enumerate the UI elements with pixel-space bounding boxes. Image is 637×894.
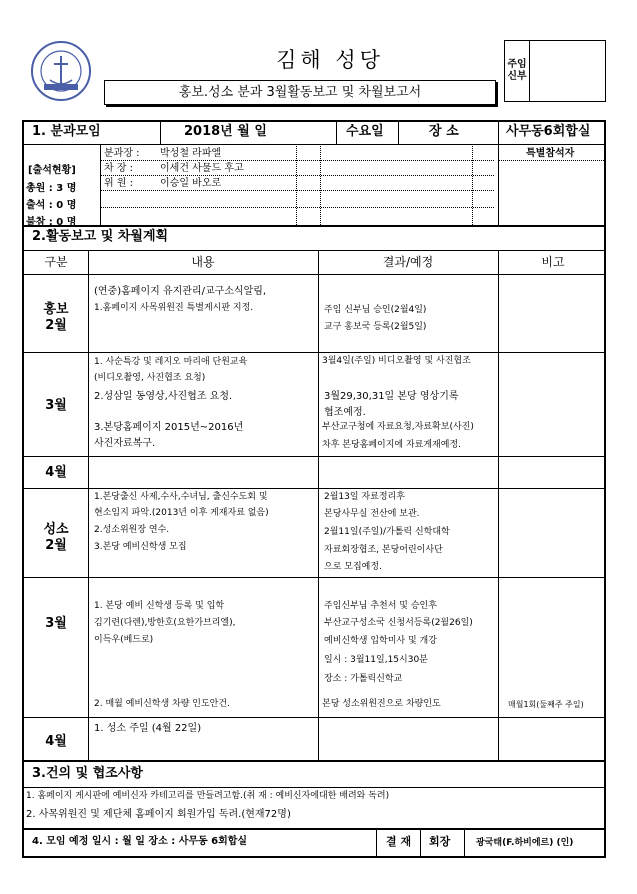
row-month-vocation-apr: 4월 [45, 734, 67, 749]
row-content-line: 현소임지 파악.(2013년 이후 게재자료 없음) [94, 508, 269, 518]
row-result-line: 자료회장협조, 본당어린이사단 [324, 545, 443, 555]
row-content-line: (비디오촬영, 사진협조 요청) [94, 373, 206, 383]
name-member: 이승일 바오로 [160, 178, 222, 189]
row-result-line: 협조예정. [324, 407, 366, 418]
row-result-line: 본당 성소위원진으로 차량인도 [322, 699, 441, 709]
attendance-present: 출석 : 0 명 [26, 200, 77, 211]
row-result-line: 부산교구성소국 신청서등록(2월26일) [324, 618, 473, 628]
pastor-sign-label: 주임 신부 [505, 41, 530, 101]
row-content-line: 이득우(베드로) [94, 635, 154, 645]
row-result-line: 주임 신부님 승인(2월4일) [324, 305, 427, 315]
row-result-line: 2월13일 자료정리후 [324, 492, 405, 502]
row-result-line: 3월4일(주일) 비디오촬영 및 사진협조 [322, 356, 471, 366]
row-content-line: 사진자료복구. [94, 438, 156, 449]
row-result-line: 차후 본당홈페이지에 자료게재예정. [322, 440, 461, 450]
row-result-line: 으로 모집예정. [324, 562, 382, 572]
meeting-place-label: 장 소 [429, 124, 459, 139]
row-result-line: 주임신부님 추천서 및 승인후 [324, 601, 437, 611]
attendance-absent: 불참 : 0 명 [26, 217, 77, 228]
row-result-line: 예비신학생 입학미사 및 개강 [324, 636, 437, 646]
col-result: 결과/예정 [382, 255, 434, 269]
suggestion-item: 1. 홈페이지 게시판에 예비신자 카테고리를 만들려고함.(취 재 : 예비신자에대한 배려와 독려) [26, 791, 390, 801]
pastor-sign-area [530, 41, 605, 101]
chair-name: 광국태(F.하비에르) (인) [476, 838, 574, 848]
section1-label: 1. 분과모임 [32, 124, 101, 139]
row-result-line: 교구 홍보국 등록(2월5일) [324, 322, 427, 332]
name-deputy: 이세건 사물드 후고 [160, 163, 244, 174]
parish-seal-logo [30, 40, 92, 102]
attendance-title: [출석현황] [28, 165, 76, 176]
meeting-weekday: 수요일 [346, 124, 384, 139]
row-month-promo-apr: 4월 [45, 465, 67, 480]
approval-label: 결 재 [386, 835, 412, 848]
row-result-line: 부산교구청에 자료요청,자료확보(사진) [322, 422, 474, 432]
special-attendee-label: 특별참석자 [526, 148, 575, 159]
row-content-line: 1. 사순특강 및 레지오 마리애 단원교육 [94, 357, 248, 367]
row-result-line: 장소 : 가톨릭신학교 [324, 674, 403, 684]
row-content-line: 3.본당 예비신학생 모집 [94, 542, 187, 552]
row-content-line: (연중)홈페이지 유지관리/교구소식알림, [94, 286, 267, 297]
chair-label: 회장 [429, 835, 451, 848]
row-month-promo-mar: 3월 [45, 398, 67, 413]
row-content-line: 2.성소위원장 연수. [94, 525, 170, 535]
suggestion-item: 2. 사목위원진 및 제단체 홈페이지 회원가입 독려.(현재72명) [26, 809, 291, 820]
section3-label: 3.건의 및 협조사항 [32, 766, 143, 781]
row-content-line: 1. 성소 주일 (4월 22일) [94, 723, 202, 734]
role-chief: 분과장 : [104, 148, 140, 159]
meeting-date: 2018년 월 일 [184, 124, 267, 139]
name-chief: 박성철 라파엘 [160, 148, 222, 159]
page-title: 김해 성당 [276, 48, 384, 72]
section2-label: 2.활동보고 및 차월계획 [32, 229, 169, 244]
approval-sign-box [504, 40, 606, 102]
row-result-line: 3월29,30,31일 본당 영상기록 [324, 391, 459, 402]
row-note: 매월1회(둘째주 주일) [508, 700, 584, 709]
report-form [22, 120, 606, 858]
row-result-line: 2월11일(주일)/가톨릭 신학대학 [324, 527, 450, 537]
attendance-total: 총원 : 3 명 [26, 183, 77, 194]
row-content-line: 1.홈페이지 사목위원진 특별게시판 지정. [94, 303, 254, 313]
col-note: 비고 [541, 255, 565, 269]
meeting-place: 사무동6회합실 [506, 124, 591, 139]
row-content-line: 1.본당출신 사제,수사,수녀님, 출신수도회 및 [94, 492, 268, 502]
row-content-line: 3.본당홈페이지 2015년~2016년 [94, 422, 244, 433]
row-month-vocation-mar: 3월 [45, 616, 67, 631]
row-content-line: 2.성삼일 동영상,사진협조 요청. [94, 391, 233, 402]
row-content-line: 김기련(다렌),방한호(요한가브리엘), [94, 618, 236, 628]
row-month-vocation-feb: 성소 2월 [43, 522, 69, 553]
role-deputy: 차 장 : [104, 163, 134, 174]
role-member: 위 원 : [104, 178, 134, 189]
row-content-line: 2. 매월 예비신학생 차량 인도안건. [94, 699, 230, 709]
row-content-line: 1. 본당 예비 신학생 등록 및 입학 [94, 601, 225, 611]
row-result-line: 본당사무실 전산에 보관. [324, 509, 420, 519]
next-meeting: 4. 모임 예정 일시 : 월 일 장소 : 사무동 6회합실 [32, 836, 248, 847]
col-category: 구분 [44, 255, 68, 269]
col-content: 내용 [191, 255, 215, 269]
row-result-line: 일시 : 3월11일,15시30분 [324, 655, 428, 665]
report-subtitle: 홍보.성소 분과 3월활동보고 및 차월보고서 [104, 80, 496, 105]
row-month-promo-feb: 홍보 2월 [43, 302, 69, 333]
